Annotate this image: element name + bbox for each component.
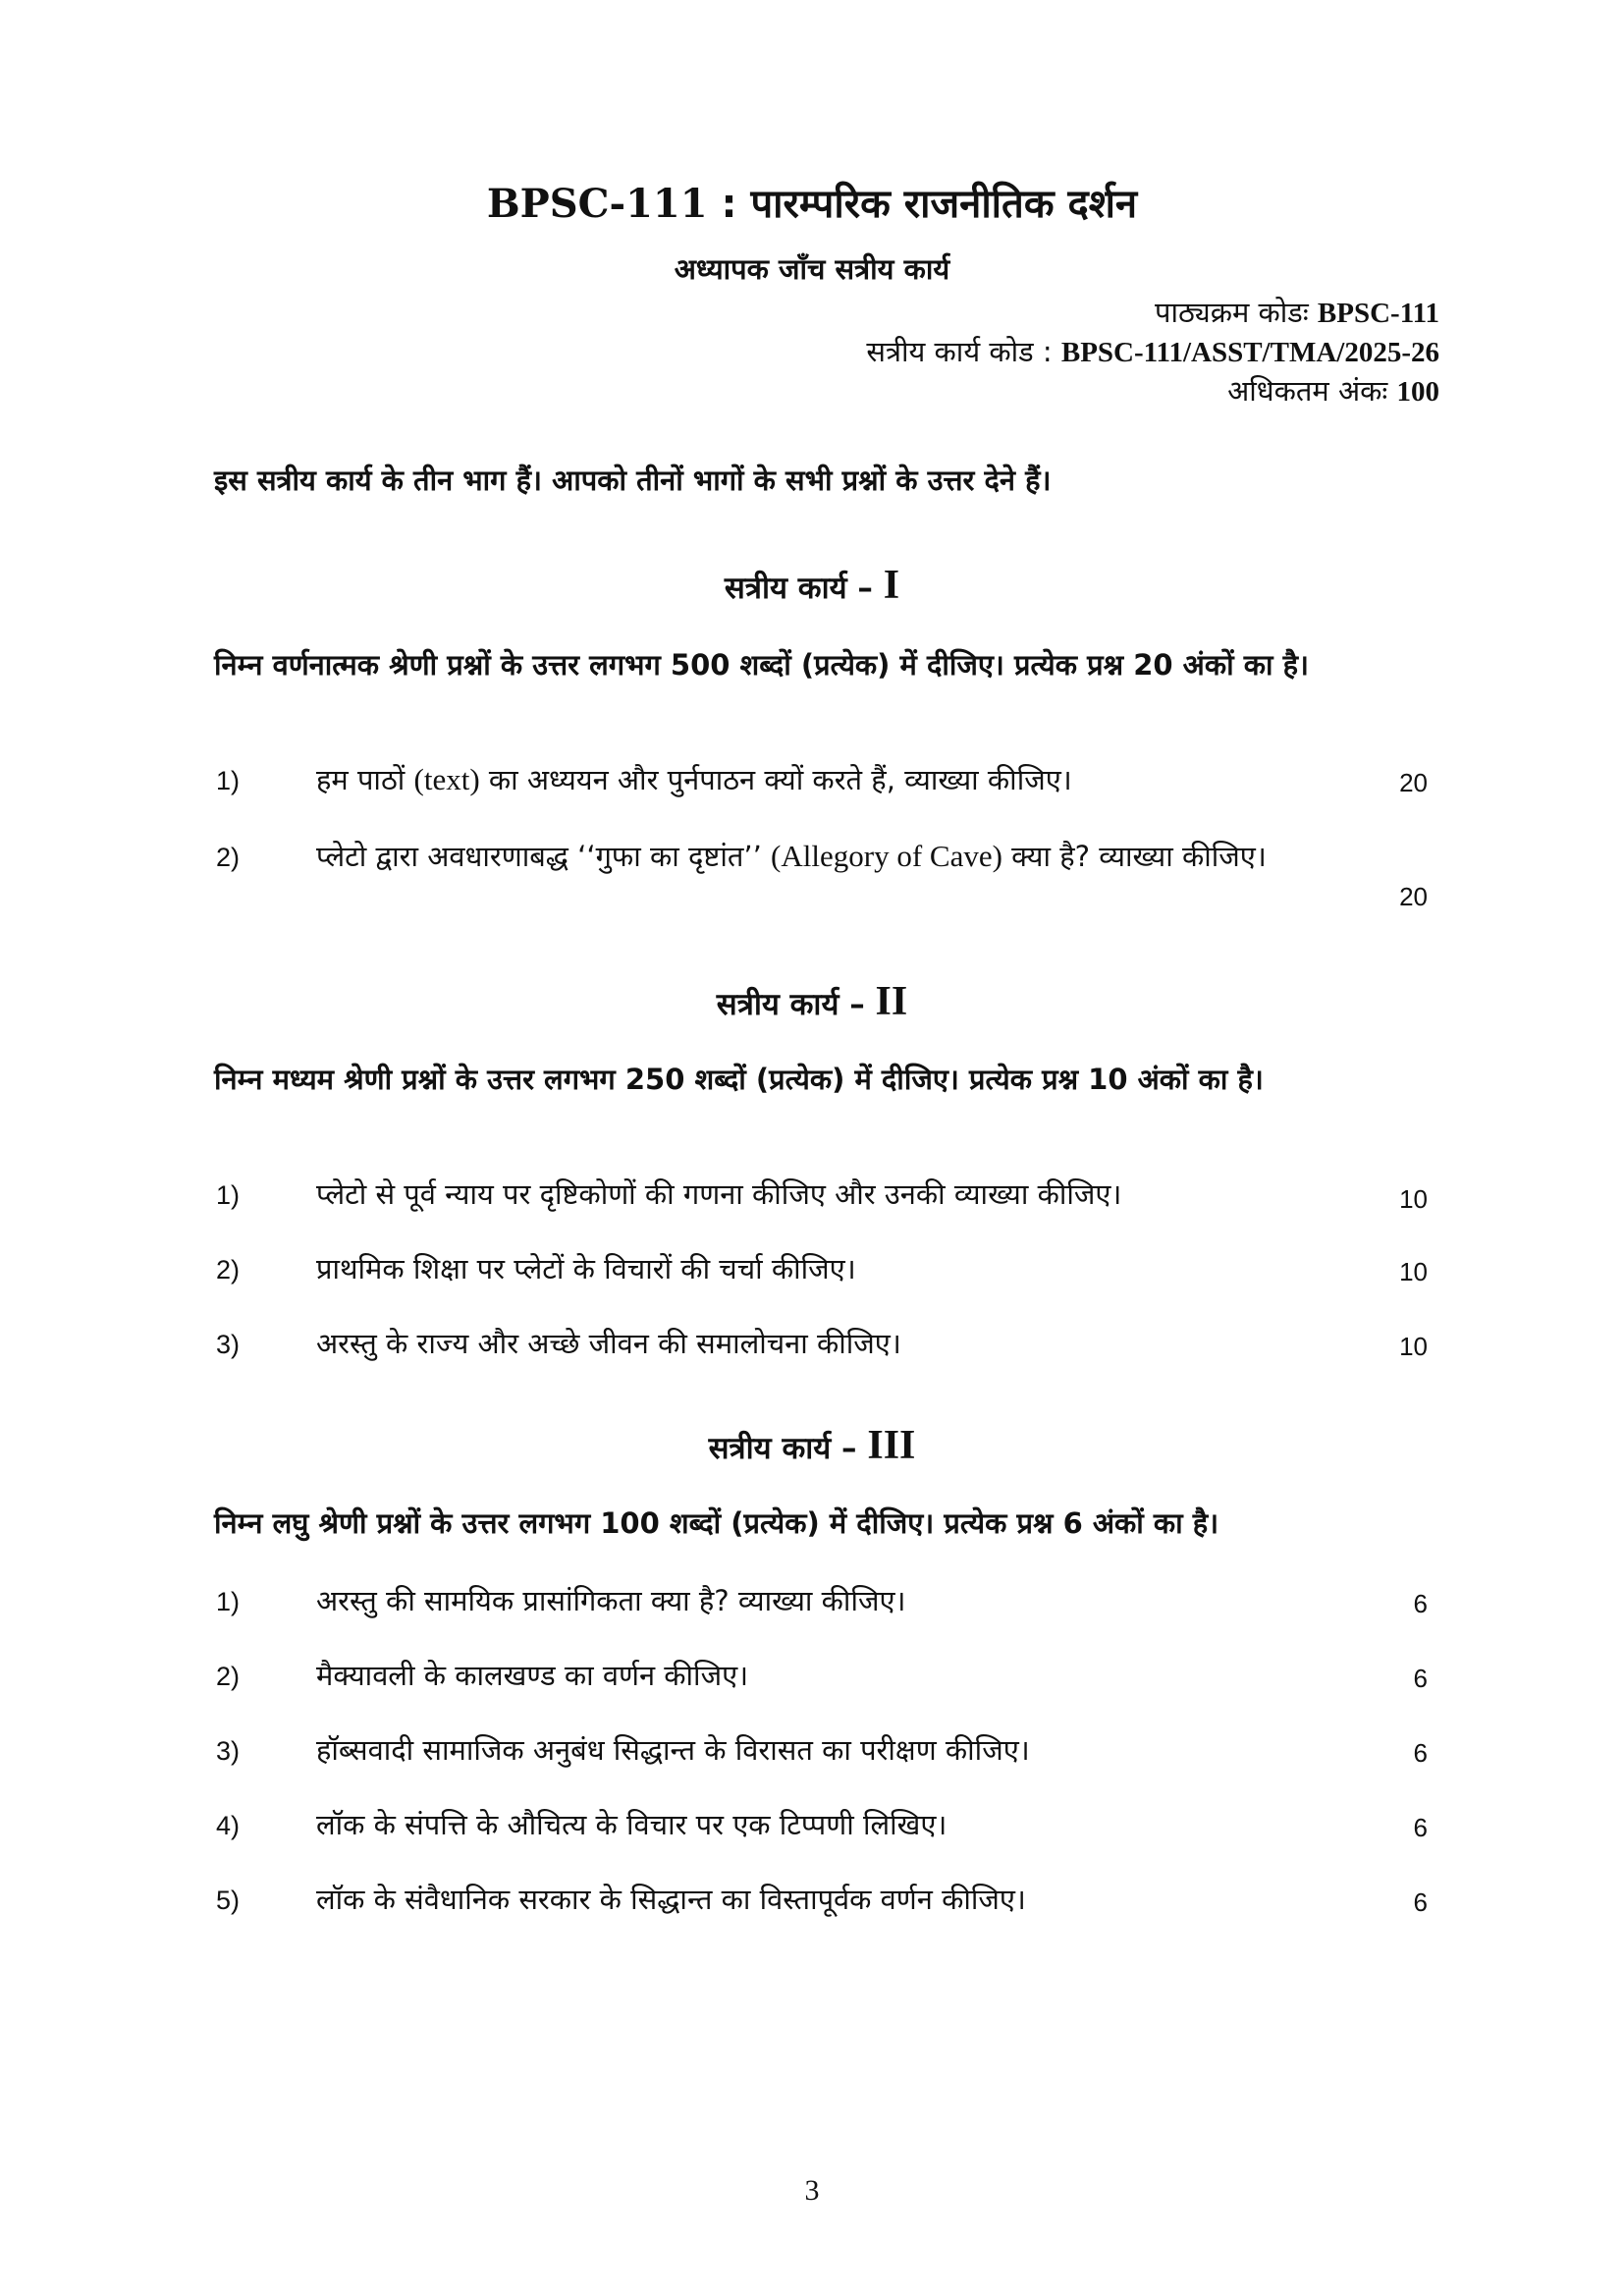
question-text bbox=[316, 837, 1267, 875]
section-heading-2 bbox=[0, 978, 1624, 1025]
title-text: पारम्परिक राजनीतिक दर्शन bbox=[750, 182, 1138, 227]
question-text: प्लेटो से पूर्व न्याय पर दृष्टिकोणों की गणना कीजिए और उनकी व्याख्या कीजिए। bbox=[316, 1177, 1122, 1211]
question-number: 4) bbox=[216, 1811, 241, 1840]
question-number: 2) bbox=[216, 1662, 241, 1691]
question-number: 2) bbox=[216, 1255, 241, 1285]
section-instruction: निम्न लघु श्रेणी प्रश्नों के उत्तर लगभग 100 शब्दों (प्रत्येक) में दीजिए। प्रत्येक प्रश्न 6 अंकों का है। bbox=[214, 1506, 1219, 1540]
question-number: 2) bbox=[216, 843, 241, 872]
question-text-part: क्या है? व्याख्या कीजिए। bbox=[1011, 840, 1267, 873]
question-text-english: (Allegory of Cave) bbox=[771, 839, 1002, 873]
question-text-part: प्लेटो द्वारा अवधारणाबद्ध ‘‘गुफा का दृष्टांत’’ bbox=[316, 840, 762, 873]
question-number: 1) bbox=[216, 1587, 241, 1616]
question-marks: 20 bbox=[1399, 882, 1428, 911]
section-heading-3 bbox=[0, 1422, 1624, 1469]
page-title bbox=[0, 175, 1624, 229]
question-text: लॉक के संवैधानिक सरकार के सिद्धान्त का विस्तापूर्वक वर्णन कीजिए। bbox=[316, 1883, 1026, 1916]
section-roman-numeral: III bbox=[867, 1423, 916, 1468]
page-number: 3 bbox=[804, 2174, 820, 2207]
section-roman-numeral: II bbox=[875, 979, 908, 1024]
question-number: 1) bbox=[216, 1180, 241, 1210]
question-marks: 10 bbox=[1399, 1184, 1428, 1214]
question-text bbox=[316, 760, 1072, 798]
question-number: 1) bbox=[216, 766, 241, 795]
question-number: 3) bbox=[216, 1330, 241, 1359]
title-separator: : bbox=[707, 182, 751, 227]
section-heading-label: सत्रीय कार्य – bbox=[708, 1431, 857, 1466]
question-marks: 6 bbox=[1413, 1813, 1428, 1842]
question-text: अरस्तु की सामयिक प्रासांगिकता क्या है? व्याख्या कीजिए। bbox=[316, 1584, 906, 1617]
max-marks-value: 100 bbox=[1396, 376, 1439, 408]
question-marks: 20 bbox=[1399, 768, 1428, 797]
question-marks: 6 bbox=[1413, 1887, 1428, 1917]
question-text-part: का अध्ययन और पुर्नपाठन क्यों करते हैं, व्याख्या कीजिए। bbox=[488, 763, 1072, 796]
section-heading-1 bbox=[0, 562, 1624, 609]
section-instruction: निम्न मध्यम श्रेणी प्रश्नों के उत्तर लगभग 250 शब्दों (प्रत्येक) में दीजिए। प्रत्येक प्रश्न 10 अंकों का है। bbox=[214, 1063, 1264, 1096]
assignment-code-value: BPSC-111/ASST/TMA/2025-26 bbox=[1060, 337, 1439, 368]
question-marks: 6 bbox=[1413, 1589, 1428, 1618]
question-number: 3) bbox=[216, 1736, 241, 1766]
max-marks-label: अधिकतम अंकः bbox=[1227, 374, 1388, 408]
question-text: प्राथमिक शिक्षा पर प्लेटों के विचारों की चर्चा कीजिए। bbox=[316, 1252, 856, 1285]
course-code-value: BPSC-111 bbox=[1317, 298, 1439, 329]
question-marks: 6 bbox=[1413, 1738, 1428, 1768]
course-code-label: पाठ्यक्रम कोडः bbox=[1154, 296, 1309, 329]
course-code-line bbox=[1155, 293, 1439, 331]
question-number: 5) bbox=[216, 1886, 241, 1915]
question-text: अरस्तु के राज्य और अच्छे जीवन की समालोचना कीजिए। bbox=[316, 1327, 901, 1360]
title-course-code: BPSC-111 bbox=[486, 181, 708, 227]
section-instruction: निम्न वर्णनात्मक श्रेणी प्रश्नों के उत्तर लगभग 500 शब्दों (प्रत्येक) में दीजिए। प्रत्येक प्रश्न 20 अंकों का है। bbox=[214, 648, 1309, 682]
question-text-part: हम पाठों bbox=[316, 763, 406, 796]
question-marks: 6 bbox=[1413, 1664, 1428, 1693]
assignment-code-label: सत्रीय कार्य कोड : bbox=[866, 335, 1053, 368]
max-marks-line bbox=[1227, 371, 1439, 410]
question-text: हॉब्सवादी सामाजिक अनुबंध सिद्धान्त के विरासत का परीक्षण कीजिए। bbox=[316, 1733, 1030, 1767]
general-instruction: इस सत्रीय कार्य के तीन भाग हैं। आपको तीनों भागों के सभी प्रश्नों के उत्तर देने हैं। bbox=[214, 464, 1052, 497]
section-heading-label: सत्रीय कार्य – bbox=[724, 571, 873, 606]
question-text: मैक्यावली के कालखण्ड का वर्णन कीजिए। bbox=[316, 1659, 749, 1692]
section-heading-label: सत्रीय कार्य – bbox=[716, 987, 865, 1022]
page-subtitle: अध्यापक जाँच सत्रीय कार्य bbox=[674, 252, 950, 286]
assignment-code-line bbox=[866, 332, 1439, 370]
question-text-english: (text) bbox=[413, 762, 480, 796]
question-marks: 10 bbox=[1399, 1332, 1428, 1361]
question-marks: 10 bbox=[1399, 1257, 1428, 1286]
question-text: लॉक के संपत्ति के औचित्य के विचार पर एक टिप्पणी लिखिए। bbox=[316, 1808, 947, 1841]
section-roman-numeral: I bbox=[883, 563, 900, 608]
